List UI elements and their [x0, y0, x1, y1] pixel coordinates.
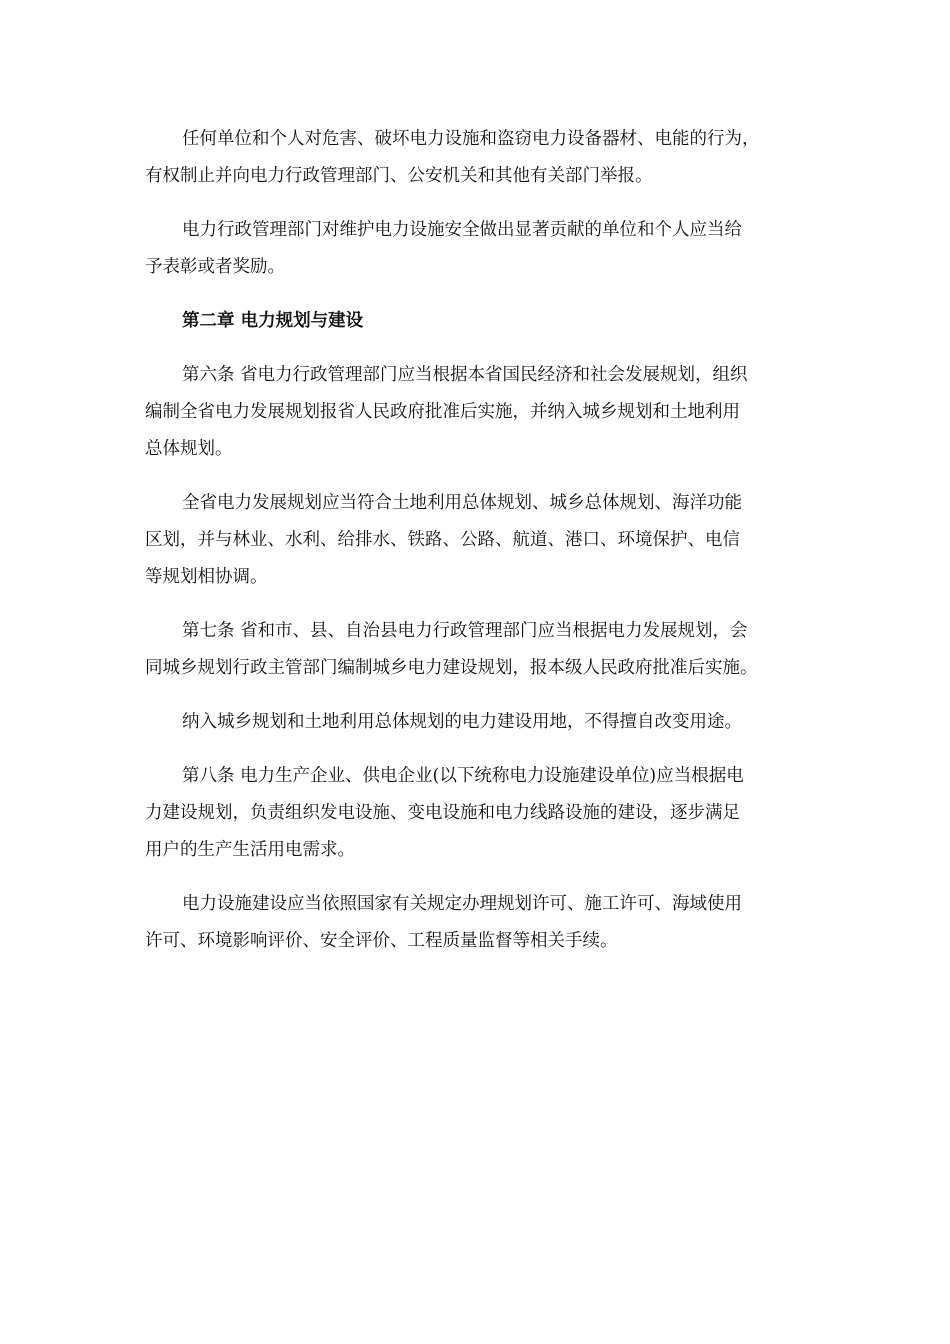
paragraph-line: 许可、环境影响评价、安全评价、工程质量监督等相关手续。 — [145, 931, 618, 951]
paragraph-line: 电力行政管理部门对维护电力设施安全做出显著贡献的单位和个人应当给 — [182, 220, 742, 240]
paragraph-report-rights — [145, 121, 810, 195]
paragraph-line: 等规划相协调。 — [145, 567, 268, 587]
article-7 — [145, 613, 810, 687]
article-8 — [145, 758, 810, 869]
article-6-paragraph-2 — [145, 485, 810, 596]
article-6 — [145, 357, 810, 468]
paragraph-line: 第八条 电力生产企业、供电企业(以下统称电力设施建设单位)应当根据电 — [182, 766, 744, 786]
paragraph-line: 力建设规划，负责组织发电设施、变电设施和电力线路设施的建设，逐步满足 — [145, 803, 740, 823]
paragraph-line: 全省电力发展规划应当符合土地利用总体规划、城乡总体规划、海洋功能 — [182, 493, 742, 513]
paragraph-line: 第七条 省和市、县、自治县电力行政管理部门应当根据电力发展规划，会 — [182, 621, 748, 641]
paragraph-line: 有权制止并向电力行政管理部门、公安机关和其他有关部门举报。 — [145, 166, 653, 186]
paragraph-line: 任何单位和个人对危害、破坏电力设施和盗窃电力设备器材、电能的行为， — [182, 129, 760, 149]
paragraph-line: 电力设施建设应当依照国家有关规定办理规划许可、施工许可、海域使用 — [182, 894, 742, 914]
paragraph-line: 同城乡规划行政主管部门编制城乡电力建设规划，报本级人民政府批准后实施。 — [145, 658, 758, 678]
document-body — [145, 121, 810, 977]
article-8-paragraph-2 — [145, 886, 810, 960]
paragraph-line: 予表彰或者奖励。 — [145, 257, 285, 277]
article-7-paragraph-2 — [145, 704, 810, 741]
paragraph-line: 总体规划。 — [145, 439, 233, 459]
paragraph-line: 第六条 省电力行政管理部门应当根据本省国民经济和社会发展规划，组织 — [182, 365, 748, 385]
paragraph-line: 编制全省电力发展规划报省人民政府批准后实施，并纳入城乡规划和土地利用 — [145, 402, 740, 422]
paragraph-commendation — [145, 212, 810, 286]
chapter-heading-block — [145, 303, 810, 340]
paragraph-line: 用户的生产生活用电需求。 — [145, 840, 355, 860]
chapter-heading: 第二章 电力规划与建设 — [182, 311, 364, 331]
paragraph-line: 区划，并与林业、水利、给排水、铁路、公路、航道、港口、环境保护、电信 — [145, 530, 740, 550]
paragraph-line: 纳入城乡规划和土地利用总体规划的电力建设用地，不得擅自改变用途。 — [182, 712, 742, 732]
